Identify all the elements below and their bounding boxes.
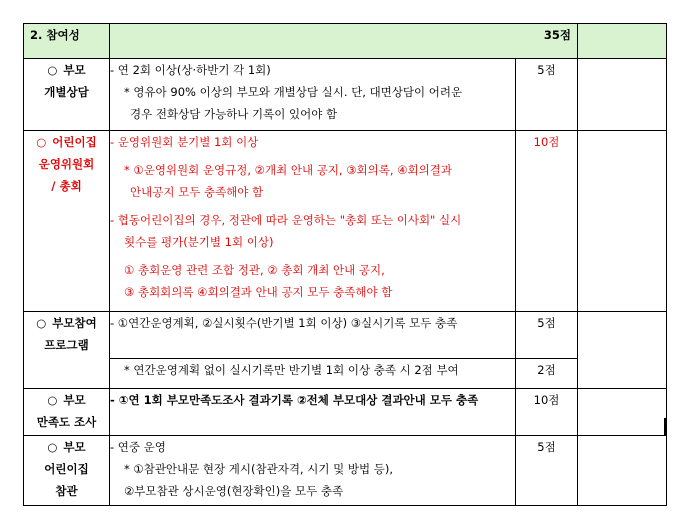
criteria-cell xyxy=(110,131,516,312)
text-cursor-mark xyxy=(664,418,666,435)
category-label: ○ 부모 xyxy=(24,389,109,411)
category-cell xyxy=(24,312,110,389)
criteria-note: * 연간운영계획 없이 실시기록만 반기별 1회 이상 충족 시 2점 부여 xyxy=(124,363,459,377)
section-title: 2. 참여성 xyxy=(24,24,110,59)
criteria-note: ②부모참관 상시운영(현장확인)을 모두 충족 xyxy=(124,484,344,498)
criteria-cell xyxy=(110,312,516,359)
criteria-note: ③ 총회회의록 ④회의결과 안내 공지 모두 충족해야 함 xyxy=(124,285,393,299)
criteria-note: * ①참관안내문 현장 게시(참관자격, 시기 및 방법 등), xyxy=(124,462,394,476)
category-cell xyxy=(24,389,110,436)
table-row xyxy=(24,131,667,312)
criteria-note: 안내공지 모두 충족해야 함 xyxy=(130,185,264,199)
category-label: ○ 부모 xyxy=(24,59,109,81)
category-cell xyxy=(24,131,110,312)
category-label: 어린이집 xyxy=(44,462,89,476)
blank-cell xyxy=(578,436,667,506)
table-row xyxy=(24,389,667,436)
header-blank-cell xyxy=(578,24,667,59)
points-cell: 5점 xyxy=(516,59,578,131)
points-cell: 5점 xyxy=(516,312,578,359)
table-row xyxy=(24,312,667,359)
criteria-line: - 연중 운영 xyxy=(110,440,166,454)
category-cell xyxy=(24,59,110,131)
section-total-points: 35점 xyxy=(110,24,578,59)
category-label: ○ 어린이집 xyxy=(24,131,109,153)
blank-cell xyxy=(578,131,667,312)
criteria-note: ① 총회운영 관련 조합 정관, ② 총회 개최 안내 공지, xyxy=(124,263,385,277)
points-cell: 5점 xyxy=(516,436,578,506)
table-row xyxy=(24,59,667,131)
table-row xyxy=(24,359,667,389)
criteria-note: * ①운영위원회 운영규정, ②개최 안내 공지, ③회의록, ④회의결과 xyxy=(124,163,452,177)
category-label: 만족도 조사 xyxy=(36,415,97,429)
points-cell: 10점 xyxy=(516,131,578,312)
section-header-row xyxy=(24,24,667,59)
category-label: 참관 xyxy=(55,484,78,498)
blank-cell xyxy=(578,389,667,436)
criteria-line: - ①연간운영계획, ②실시횟수(반기별 1회 이상) ③실시기록 모두 충족 xyxy=(110,316,458,330)
category-label: / 총회 xyxy=(51,179,82,193)
criteria-cell xyxy=(110,359,516,389)
points-cell: 10점 xyxy=(516,389,578,436)
criteria-note: 경우 전화상담 가능하나 기록이 있어야 함 xyxy=(130,107,338,121)
category-label: 개별상담 xyxy=(44,85,89,99)
category-label: 운영위원회 xyxy=(38,157,95,171)
criteria-note: 횟수를 평가(분기별 1회 이상) xyxy=(124,235,274,249)
criteria-line: - 협동어린이집의 경우, 정관에 따라 운영하는 "총회 또는 이사회" 실시 xyxy=(110,213,462,227)
category-cell xyxy=(24,436,110,506)
category-label: 프로그램 xyxy=(44,338,89,352)
category-label: ○ 부모참여 xyxy=(24,312,109,334)
criteria-line: - ①연 1회 부모만족도조사 결과기록 ②전체 부모대상 결과안내 모두 충족 xyxy=(110,393,479,407)
blank-cell xyxy=(578,312,667,389)
criteria-line: - 운영위원회 분기별 1회 이상 xyxy=(110,135,259,149)
points-cell: 2점 xyxy=(516,359,578,389)
criteria-cell xyxy=(110,389,516,436)
category-label: ○ 부모 xyxy=(24,436,109,458)
criteria-cell xyxy=(110,59,516,131)
blank-cell xyxy=(578,59,667,131)
criteria-cell xyxy=(110,436,516,506)
table-row xyxy=(24,436,667,506)
criteria-line: - 연 2회 이상(상·하반기 각 1회) xyxy=(110,63,271,77)
criteria-note: * 영유아 90% 이상의 부모와 개별상담 실시. 단, 대면상담이 어려운 xyxy=(124,85,463,99)
evaluation-table xyxy=(23,23,667,506)
